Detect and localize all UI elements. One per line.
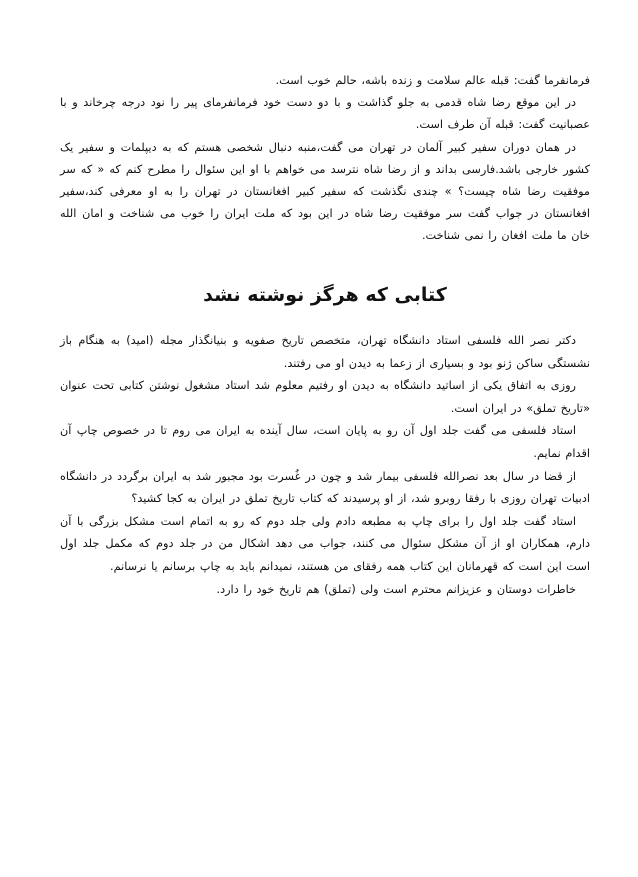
- chapter-body: [60, 330, 590, 601]
- paragraph: در همان دوران سفیر کبیر آلمان در تهران می گفت،منبه دنبال شخصی هستم که به دیپلمات و سفیر یک کشور خارجی باشد.فارسی بداند و از رضا شاه نترسد می خواهم با او این سئوال را مطرح کنم که « که سر موفقیت رضا شاه چیست؟ » چندی نگذشت که سفیر کبیر افغانستان در تهران را به او معرفی کند،سفیر افغانستان در جواب گفت سر موفقیت رضا شاه در این بود که ملت ایران را خوب می شناخت و امان الله خان ما ملت افغان را نمی شناخت.: [60, 140, 590, 243]
- paragraph: روزی به اتفاق یکی از اساتید دانشگاه به دیدن او رفتیم معلوم شد استاد مشغول نوشتن کتابی تحت عنوان «تاریخ تملق» در ایران است.: [60, 379, 590, 415]
- paragraph: در این موقع رضا شاه قدمی به جلو گذاشت و با دو دست خود فرمانفرمای پیر را نود درجه چرخاند و با عصبانیت گفت: قبله آن طرف است.: [60, 96, 590, 132]
- chapter-title: کتابی که هرگز نوشته نشد: [203, 284, 447, 306]
- paragraph: خاطرات دوستان و عزیزانم محترم است ولی (تملق) هم تاریخ خود را دارد.: [216, 582, 576, 596]
- paragraph: از قضا در سال بعد نصرالله فلسفی بیمار شد و چون در غُسرت بود مجبور شد به ایران برگردد در دانشگاه ادبیات تهران روزی با رفقا روبرو شد، از او پرسیدند که کتاب تاریخ تملق در ایران به کجا کشید؟: [60, 469, 590, 506]
- paragraph: فرمانفرما گفت: قبله عالم سلامت و زنده باشه، حالم خوب است.: [275, 74, 590, 87]
- paragraph: دکتر نصر الله فلسفی استاد دانشگاه تهران، متخصص تاریخ صفویه و بنیانگذار مجله (امید) به هنگام باز نشستگی ساکن ژنو بود و بسیاری از زعما به دیدن او می رفتند.: [60, 334, 590, 370]
- paragraph: استاد فلسفی می گفت جلد اول آن رو به پایان است، سال آینده به ایران می روم تا در خصوص چاپ آن اقدام نمایم.: [60, 424, 590, 460]
- paragraph: استاد گفت جلد اول را برای چاپ به مطبعه دادم ولی جلد دوم که رو به اتمام است مشکل بزرگی با آن دارم، همکاران او از آن مشکل سئوال می کنند، جواب می دهد اشکال من در جلد دوم که مکمل جلد اول است این است که قهرمانان این کتاب همه رفقای من هستند، نمیدانم باید به چاپ برسانم یا نرسانم.: [60, 514, 590, 573]
- opening-section: [60, 70, 590, 248]
